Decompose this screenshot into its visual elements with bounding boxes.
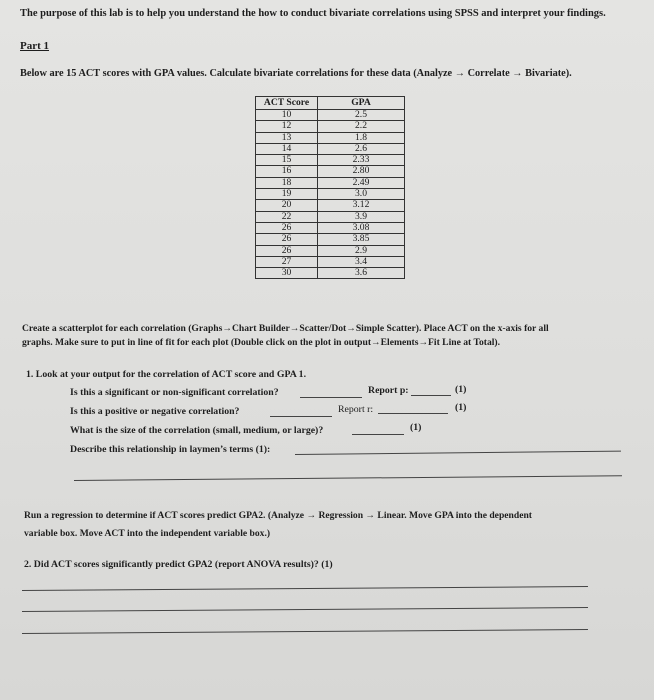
part-heading: Part 1 [20,40,50,52]
table-row [256,143,405,154]
table-row [256,211,405,222]
gpa-cell: 3.6 [318,268,405,279]
act-score-cell: 14 [256,143,318,154]
question1-lead: 1. Look at your output for the correlation of ACT score and GPA 1. [26,369,307,380]
q1-report-p-label: Report p: [368,385,409,396]
gpa-cell: 3.85 [318,234,405,245]
q1-significance-text: Is this a significant or non-significant correlation? [70,387,279,398]
act-score-cell: 26 [256,245,318,256]
table-row [256,166,405,177]
gpa-cell: 3.0 [318,189,405,200]
act-score-cell: 10 [256,110,318,121]
q2-answer-line-1[interactable] [22,586,588,591]
table-row [256,110,405,121]
gpa-cell: 3.08 [318,222,405,233]
gpa-cell: 2.5 [318,110,405,121]
gpa-cell: 2.9 [318,245,405,256]
table-row [256,234,405,245]
q1-describe-text: Describe this relationship in laymen’s terms (1): [70,444,271,455]
q1-size-text: What is the size of the correlation (small, medium, or large)? [70,425,324,436]
q1-report-r-answer-line[interactable] [378,413,448,414]
q1-points-size: (1) [410,422,422,433]
scatter-instructions-line2: graphs. Make sure to put in line of fit for each plot (Double click on the plot in output→Elements→Fit Line at Total). [22,337,501,348]
table-row [256,245,405,256]
scatter-instructions [22,322,549,349]
table-header-row [256,97,405,110]
table-body [256,110,405,279]
q1-direction-answer-line[interactable] [270,416,332,417]
q1-report-r-label: Report r: [338,404,374,415]
scatter-instructions-line1: Create a scatterplot for each correlation (Graphs→Chart Builder→Scatter/Dot→Simple Scatter). Place ACT on the x-axis for all [22,323,549,334]
gpa-cell: 2.33 [318,155,405,166]
act-score-cell: 27 [256,256,318,267]
table-row [256,200,405,211]
q2-answer-line-3[interactable] [22,629,588,634]
gpa-cell: 2.49 [318,177,405,188]
table-row [256,177,405,188]
gpa-cell: 2.80 [318,166,405,177]
gpa-cell: 3.12 [318,200,405,211]
table-row [256,268,405,279]
header-gpa: GPA [318,97,405,110]
q1-describe-answer-line-1[interactable] [295,451,621,455]
act-gpa-table [255,96,405,279]
act-score-cell: 16 [256,166,318,177]
instructions-text: Below are 15 ACT scores with GPA values. Calculate bivariate correlations for these data (Analyze → Correlate → Bivariate). [20,68,572,79]
table-row [256,256,405,267]
header-act-score: ACT Score [256,97,318,110]
regression-instructions-line1: Run a regression to determine if ACT scores predict GPA2. (Analyze → Regression → Linear. Move GPA into the dependent [24,510,532,521]
table-row [256,132,405,143]
act-score-cell: 12 [256,121,318,132]
gpa-cell: 3.4 [318,256,405,267]
regression-instructions [24,493,532,540]
q1-size-answer-line[interactable] [352,434,404,435]
act-score-cell: 20 [256,200,318,211]
act-score-cell: 26 [256,234,318,245]
act-score-cell: 22 [256,211,318,222]
regression-instructions-line2: variable box. Move ACT into the independent variable box.) [24,528,271,539]
table-row [256,222,405,233]
table-row [256,155,405,166]
q1-points-p: (1) [455,384,467,395]
intro-text: The purpose of this lab is to help you understand the how to conduct bivariate correlations using SPSS and interpret your findings. [20,8,606,19]
gpa-cell: 2.2 [318,121,405,132]
q1-direction-text: Is this a positive or negative correlation? [70,406,240,417]
act-score-cell: 19 [256,189,318,200]
q1-significance-answer-line[interactable] [300,397,362,398]
q1-describe-answer-line-2[interactable] [74,475,622,481]
act-score-cell: 30 [256,268,318,279]
act-score-cell: 18 [256,177,318,188]
q1-points-r: (1) [455,402,467,413]
table-row [256,189,405,200]
act-score-cell: 26 [256,222,318,233]
gpa-cell: 1.8 [318,132,405,143]
table-row [256,121,405,132]
q1-report-p-answer-line[interactable] [411,395,451,396]
gpa-cell: 2.6 [318,143,405,154]
q2-answer-line-2[interactable] [22,607,588,612]
question2-text: 2. Did ACT scores significantly predict GPA2 (report ANOVA results)? (1) [24,559,333,570]
act-score-cell: 13 [256,132,318,143]
gpa-cell: 3.9 [318,211,405,222]
act-score-cell: 15 [256,155,318,166]
